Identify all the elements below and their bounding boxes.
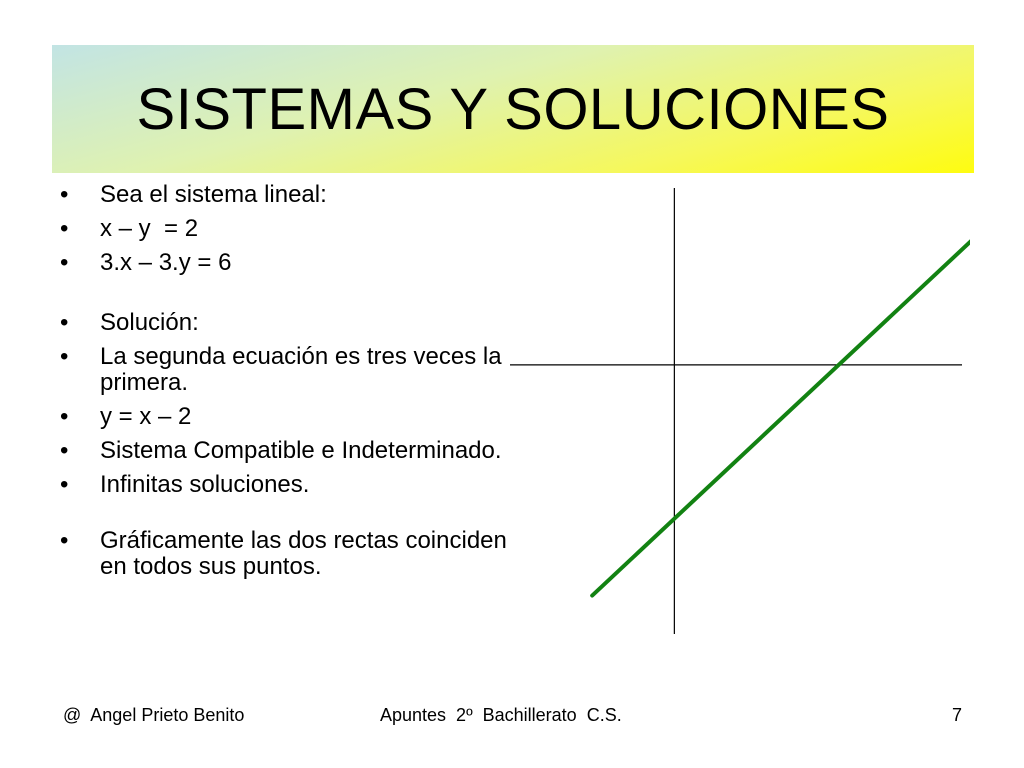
bullet-dot: • — [60, 309, 69, 336]
bullet-dot: • — [60, 249, 69, 276]
footer-page-number: 7 — [952, 705, 963, 725]
footer-author: @ Angel Prieto Benito — [63, 705, 245, 725]
bullet-dot: • — [60, 181, 69, 208]
bullet-dot: • — [60, 343, 69, 370]
bullet-item — [60, 528, 520, 580]
solution-line — [592, 188, 970, 596]
bullet-text: Sistema Compatible e Indeterminado. — [100, 437, 502, 464]
slide-title: SISTEMAS Y SOLUCIONES — [136, 76, 890, 142]
bullet-item — [60, 250, 520, 276]
bullet-dot: • — [60, 471, 69, 498]
bullet-item — [60, 438, 520, 464]
bullet-text: 3.x – 3.y = 6 — [100, 249, 232, 276]
bullet-text: La segunda ecuación es tres veces la primera. — [100, 343, 502, 396]
bullet-dot: • — [60, 403, 69, 430]
bullet-item — [60, 344, 520, 396]
bullet-dot: • — [60, 437, 69, 464]
bullet-item — [60, 404, 520, 430]
bullet-item — [60, 216, 520, 242]
line-graph — [510, 188, 970, 640]
footer-course: Apuntes 2º Bachillerato C.S. — [380, 705, 622, 725]
bullet-dot: • — [60, 527, 69, 554]
bullet-item — [60, 472, 520, 498]
bullet-text: Sea el sistema lineal: — [100, 181, 327, 208]
title-banner — [52, 45, 974, 173]
bullet-text: y = x – 2 — [100, 403, 192, 430]
bullet-text: x – y = 2 — [100, 215, 199, 242]
bullet-item — [60, 310, 520, 336]
bullet-text: Solución: — [100, 309, 199, 336]
bullet-list — [60, 182, 520, 588]
bullet-item — [60, 182, 520, 208]
bullet-text: Gráficamente las dos rectas coinciden en todos sus puntos. — [100, 527, 507, 580]
bullet-dot: • — [60, 215, 69, 242]
bullet-text: Infinitas soluciones. — [100, 471, 310, 498]
